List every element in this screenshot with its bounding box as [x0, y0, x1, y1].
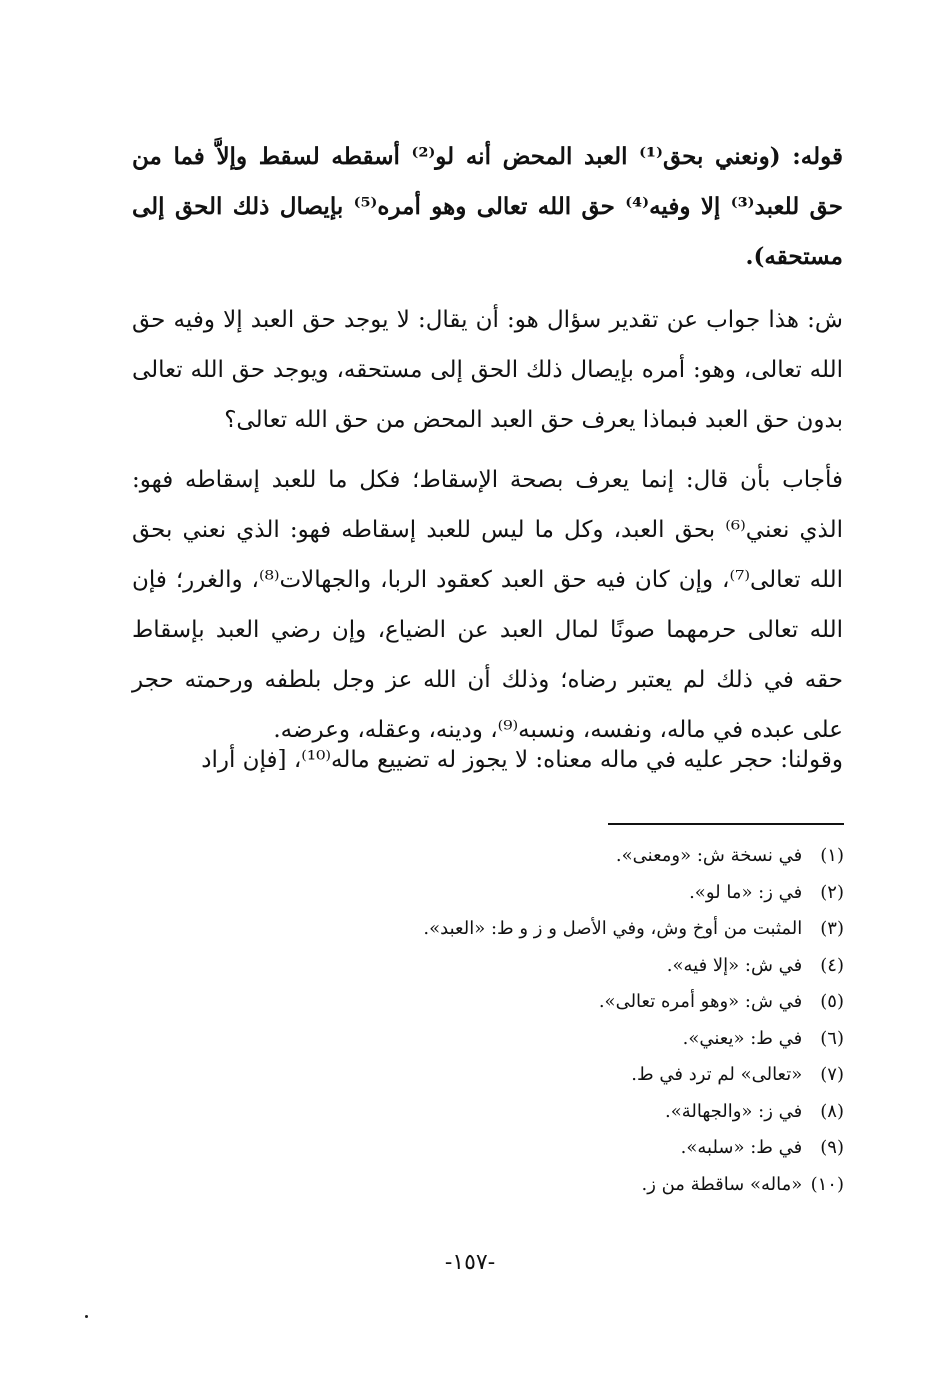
footnote-text: في ش: «وهو أمره تعالى». — [598, 991, 803, 1012]
footnote-text: «ماله» ساقطة من ز. — [641, 1173, 803, 1195]
matn-paragraph: قوله: (ونعني بحق⁽¹⁾ العبد المحض أنه لو⁽²⁾ أسقطه لسقط وإلاَّ فما من حق للعبد⁽³⁾ إلا وفيه⁽⁴⁾ حق الله تعالى وهو أمره⁽⁵⁾ بإيصال ذلك الحق إلى مستحقه). — [132, 143, 844, 270]
answer-paragraph: فأجاب بأن قال: إنما يعرف بصحة الإسقاط؛ فكل ما للعبد إسقاطه فهو: الذي نعني⁽⁶⁾ بحق العبد، وكل ما ليس للعبد إسقاطه فهو: الذي نعني بحق الله تعالى⁽⁷⁾، وإن كان فيه حق العبد كعقود الربا، والجهالات⁽⁸⁾، والغرر؛ فإن الله تعالى حرمهما صونًا لمال العبد عن الضياع، وإن رضي العبد بإسقاط حقه في ذلك لم يعتبر رضاه؛ وذلك أن الله عز وجل بلطفه ورحمته حجر على عبده في ماله، ونفسه، ونسبه⁽⁹⁾، ودينه، وعقله، وعرضه. — [132, 467, 843, 743]
footnote-item — [320, 1094, 844, 1131]
footnote-item — [320, 1167, 844, 1204]
footnote-item — [320, 838, 844, 875]
footnote-text: في ط: «يعني». — [682, 1027, 803, 1049]
continuation-paragraph: وقولنا: حجر عليه في ماله معناه: لا يجوز له تضييع ماله⁽¹⁰⁾، [فإن أراد — [201, 747, 843, 773]
footnote-text: في ز: «ما لو». — [689, 881, 803, 903]
footnote-separator — [608, 823, 844, 825]
footnote-number: (٣) — [820, 918, 844, 939]
footnotes-list — [320, 838, 844, 1203]
footnote-number: (٩) — [820, 1137, 844, 1158]
footnote-item — [320, 1021, 844, 1058]
footnote-number: (١) — [820, 845, 844, 866]
footnote-number: (٤) — [820, 954, 844, 976]
footnote-item — [320, 1130, 844, 1167]
footnote-text: المثبت من أوخ وش، وفي الأصل و ز و ط: «العبد». — [423, 918, 803, 939]
footnote-number: (٨) — [820, 1100, 844, 1122]
footnote-item — [320, 948, 844, 985]
footnote-text: في ط: «سلبه». — [680, 1137, 803, 1158]
footnote-number: (٢) — [820, 881, 844, 903]
footnote-item — [320, 911, 844, 948]
footnote-text: «تعالى» لم ترد في ط. — [631, 1064, 803, 1085]
footnote-text: في ش: «إلا فيه». — [666, 954, 803, 976]
footnote-number: (٥) — [820, 991, 844, 1012]
footnote-item — [320, 1057, 844, 1094]
footnote-item — [320, 875, 844, 912]
footnote-item — [320, 984, 844, 1021]
footnote-text: في ز: «والجهالة». — [664, 1100, 803, 1122]
page-number: -١٥٧- — [444, 1250, 496, 1275]
commentary-paragraph: ش: هذا جواب عن تقدير سؤال هو: أن يقال: لا يوجد حق العبد إلا وفيه حق الله تعالى، وهو: أمره بإيصال ذلك الحق إلى مستحقه، ويوجد حق الله تعالى بدون حق العبد فبماذا يعرف حق العبد المحض من حق الله تعالى؟ — [132, 307, 843, 433]
footnote-number: (٦) — [820, 1027, 844, 1049]
footnote-number: (١٠) — [810, 1173, 844, 1195]
footnote-number: (٧) — [820, 1064, 844, 1085]
scan-speck — [85, 1315, 88, 1318]
footnote-text: في نسخة ش: «ومعنى». — [615, 845, 803, 866]
